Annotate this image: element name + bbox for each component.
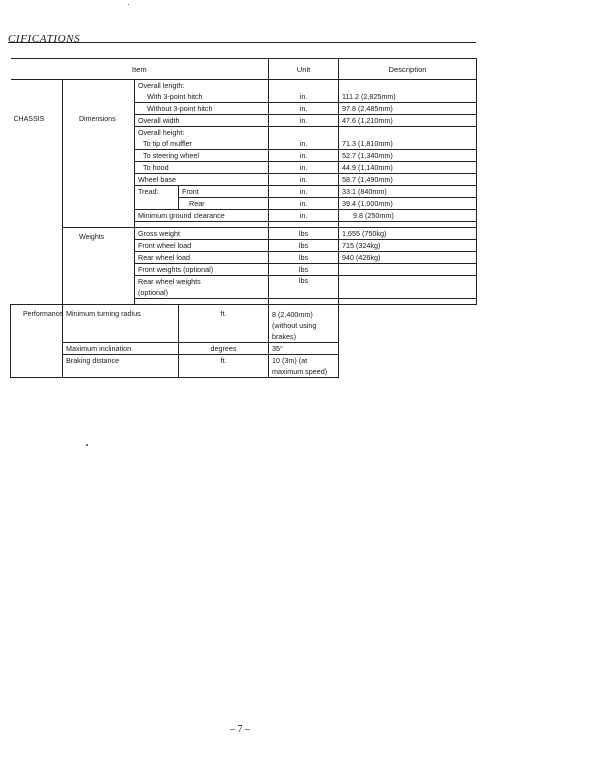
unit-without-hitch: in. — [269, 103, 339, 115]
row-rear-wheel-load: Rear wheel load — [135, 252, 269, 264]
row-max-inclination: Maximum inclination — [63, 343, 179, 355]
rear-wheel-weights-line2: (optional) — [138, 288, 168, 297]
row-rear-wheel-weights — [135, 276, 269, 299]
header-description: Description — [339, 59, 477, 80]
unit-overall-width: in. — [269, 115, 339, 127]
scan-speck — [86, 444, 88, 446]
desc-overall-width: 47.6 (1,210mm) — [339, 115, 477, 127]
row-overall-length: Overall length: — [135, 80, 269, 92]
row-overall-width: Overall width — [135, 115, 269, 127]
table-row — [11, 305, 477, 343]
header-rule — [8, 42, 476, 43]
desc-tread-rear: 39.4 (1,000mm) — [339, 198, 477, 210]
row-with-hitch: With 3-point hitch — [135, 91, 269, 103]
row-turning-radius: Minimum turning radius — [63, 305, 179, 343]
row-ground-clearance: Minimum ground clearance — [135, 210, 269, 222]
scan-speck — [128, 4, 129, 5]
section-chassis: CHASSIS — [11, 80, 63, 305]
table-row — [11, 80, 477, 92]
unit-front-weights: lbs — [269, 264, 339, 276]
unit-tread-rear: in. — [269, 198, 339, 210]
desc-hood: 44.9 (1,140mm) — [339, 162, 477, 174]
row-without-hitch: Without 3-point hitch — [135, 103, 269, 115]
unit-rear-wheel-weights: lbs — [269, 276, 339, 299]
row-tread: Tread: — [135, 186, 179, 210]
desc-turning-radius — [269, 305, 339, 343]
unit-front-wheel-load: lbs — [269, 240, 339, 252]
group-dimensions: Dimensions — [63, 80, 135, 228]
page-number: – 7 – — [230, 724, 250, 735]
desc-without-hitch: 97.8 (2,485mm) — [339, 103, 477, 115]
table-header-row — [11, 59, 477, 80]
desc-max-inclination: 35° — [269, 343, 339, 355]
group-performance: Performance — [11, 305, 63, 378]
table-row — [11, 228, 477, 240]
unit-turning-radius: ft. — [179, 305, 269, 343]
row-front-wheel-load: Front wheel load — [135, 240, 269, 252]
row-overall-height: Overall height: — [135, 127, 269, 139]
row-gross-weight: Gross weight — [135, 228, 269, 240]
desc-front-wheel-load: 715 (324kg) — [339, 240, 477, 252]
unit-steering: in. — [269, 150, 339, 162]
unit-gross-weight: lbs — [269, 228, 339, 240]
desc-front-weights — [339, 264, 477, 276]
table-row — [11, 355, 477, 378]
unit-with-hitch: in. — [269, 91, 339, 103]
desc-rear-wheel-weights — [339, 276, 477, 299]
desc-rear-wheel-load: 940 (426kg) — [339, 252, 477, 264]
desc-wheel-base: 58.7 (1,490mm) — [339, 174, 477, 186]
specifications-table — [10, 58, 477, 378]
row-wheel-base: Wheel base — [135, 174, 269, 186]
desc-ground-clearance: 9.8 (250mm) — [339, 210, 477, 222]
row-muffler: To tip of muffler — [135, 138, 269, 150]
group-weights: Weights — [63, 228, 135, 305]
desc-muffler: 71.3 (1,810mm) — [339, 138, 477, 150]
desc-braking-distance: 10 (3m) (at maximum speed) — [269, 355, 339, 378]
unit-muffler: in. — [269, 138, 339, 150]
unit-tread-front: in. — [269, 186, 339, 198]
header-unit: Unit — [269, 59, 339, 80]
row-hood: To hood — [135, 162, 269, 174]
desc-steering: 52.7 (1,340mm) — [339, 150, 477, 162]
turning-radius-desc-line1: 8 (2,400mm) (without using — [272, 310, 317, 330]
header-item: Item — [11, 59, 269, 80]
row-front-weights: Front weights (optional) — [135, 264, 269, 276]
rear-wheel-weights-line1: Rear wheel weights — [138, 277, 201, 286]
table-row — [11, 343, 477, 355]
unit-rear-wheel-load: lbs — [269, 252, 339, 264]
desc-tread-front: 33.1 (840mm) — [339, 186, 477, 198]
unit-hood: in. — [269, 162, 339, 174]
row-tread-front: Front — [179, 186, 269, 198]
row-tread-rear: Rear — [179, 198, 269, 210]
unit-braking-distance: ft. — [179, 355, 269, 378]
unit-max-inclination: degrees — [179, 343, 269, 355]
unit-ground-clearance: in. — [269, 210, 339, 222]
row-steering: To steering wheel — [135, 150, 269, 162]
unit-wheel-base: in. — [269, 174, 339, 186]
row-braking-distance: Braking distance — [63, 355, 179, 378]
desc-gross-weight: 1,655 (750kg) — [339, 228, 477, 240]
page-header-title: CIFICATIONS — [8, 33, 81, 45]
turning-radius-desc-line2: brakes) — [272, 332, 296, 341]
desc-with-hitch: 111.2 (2,825mm) — [339, 91, 477, 103]
